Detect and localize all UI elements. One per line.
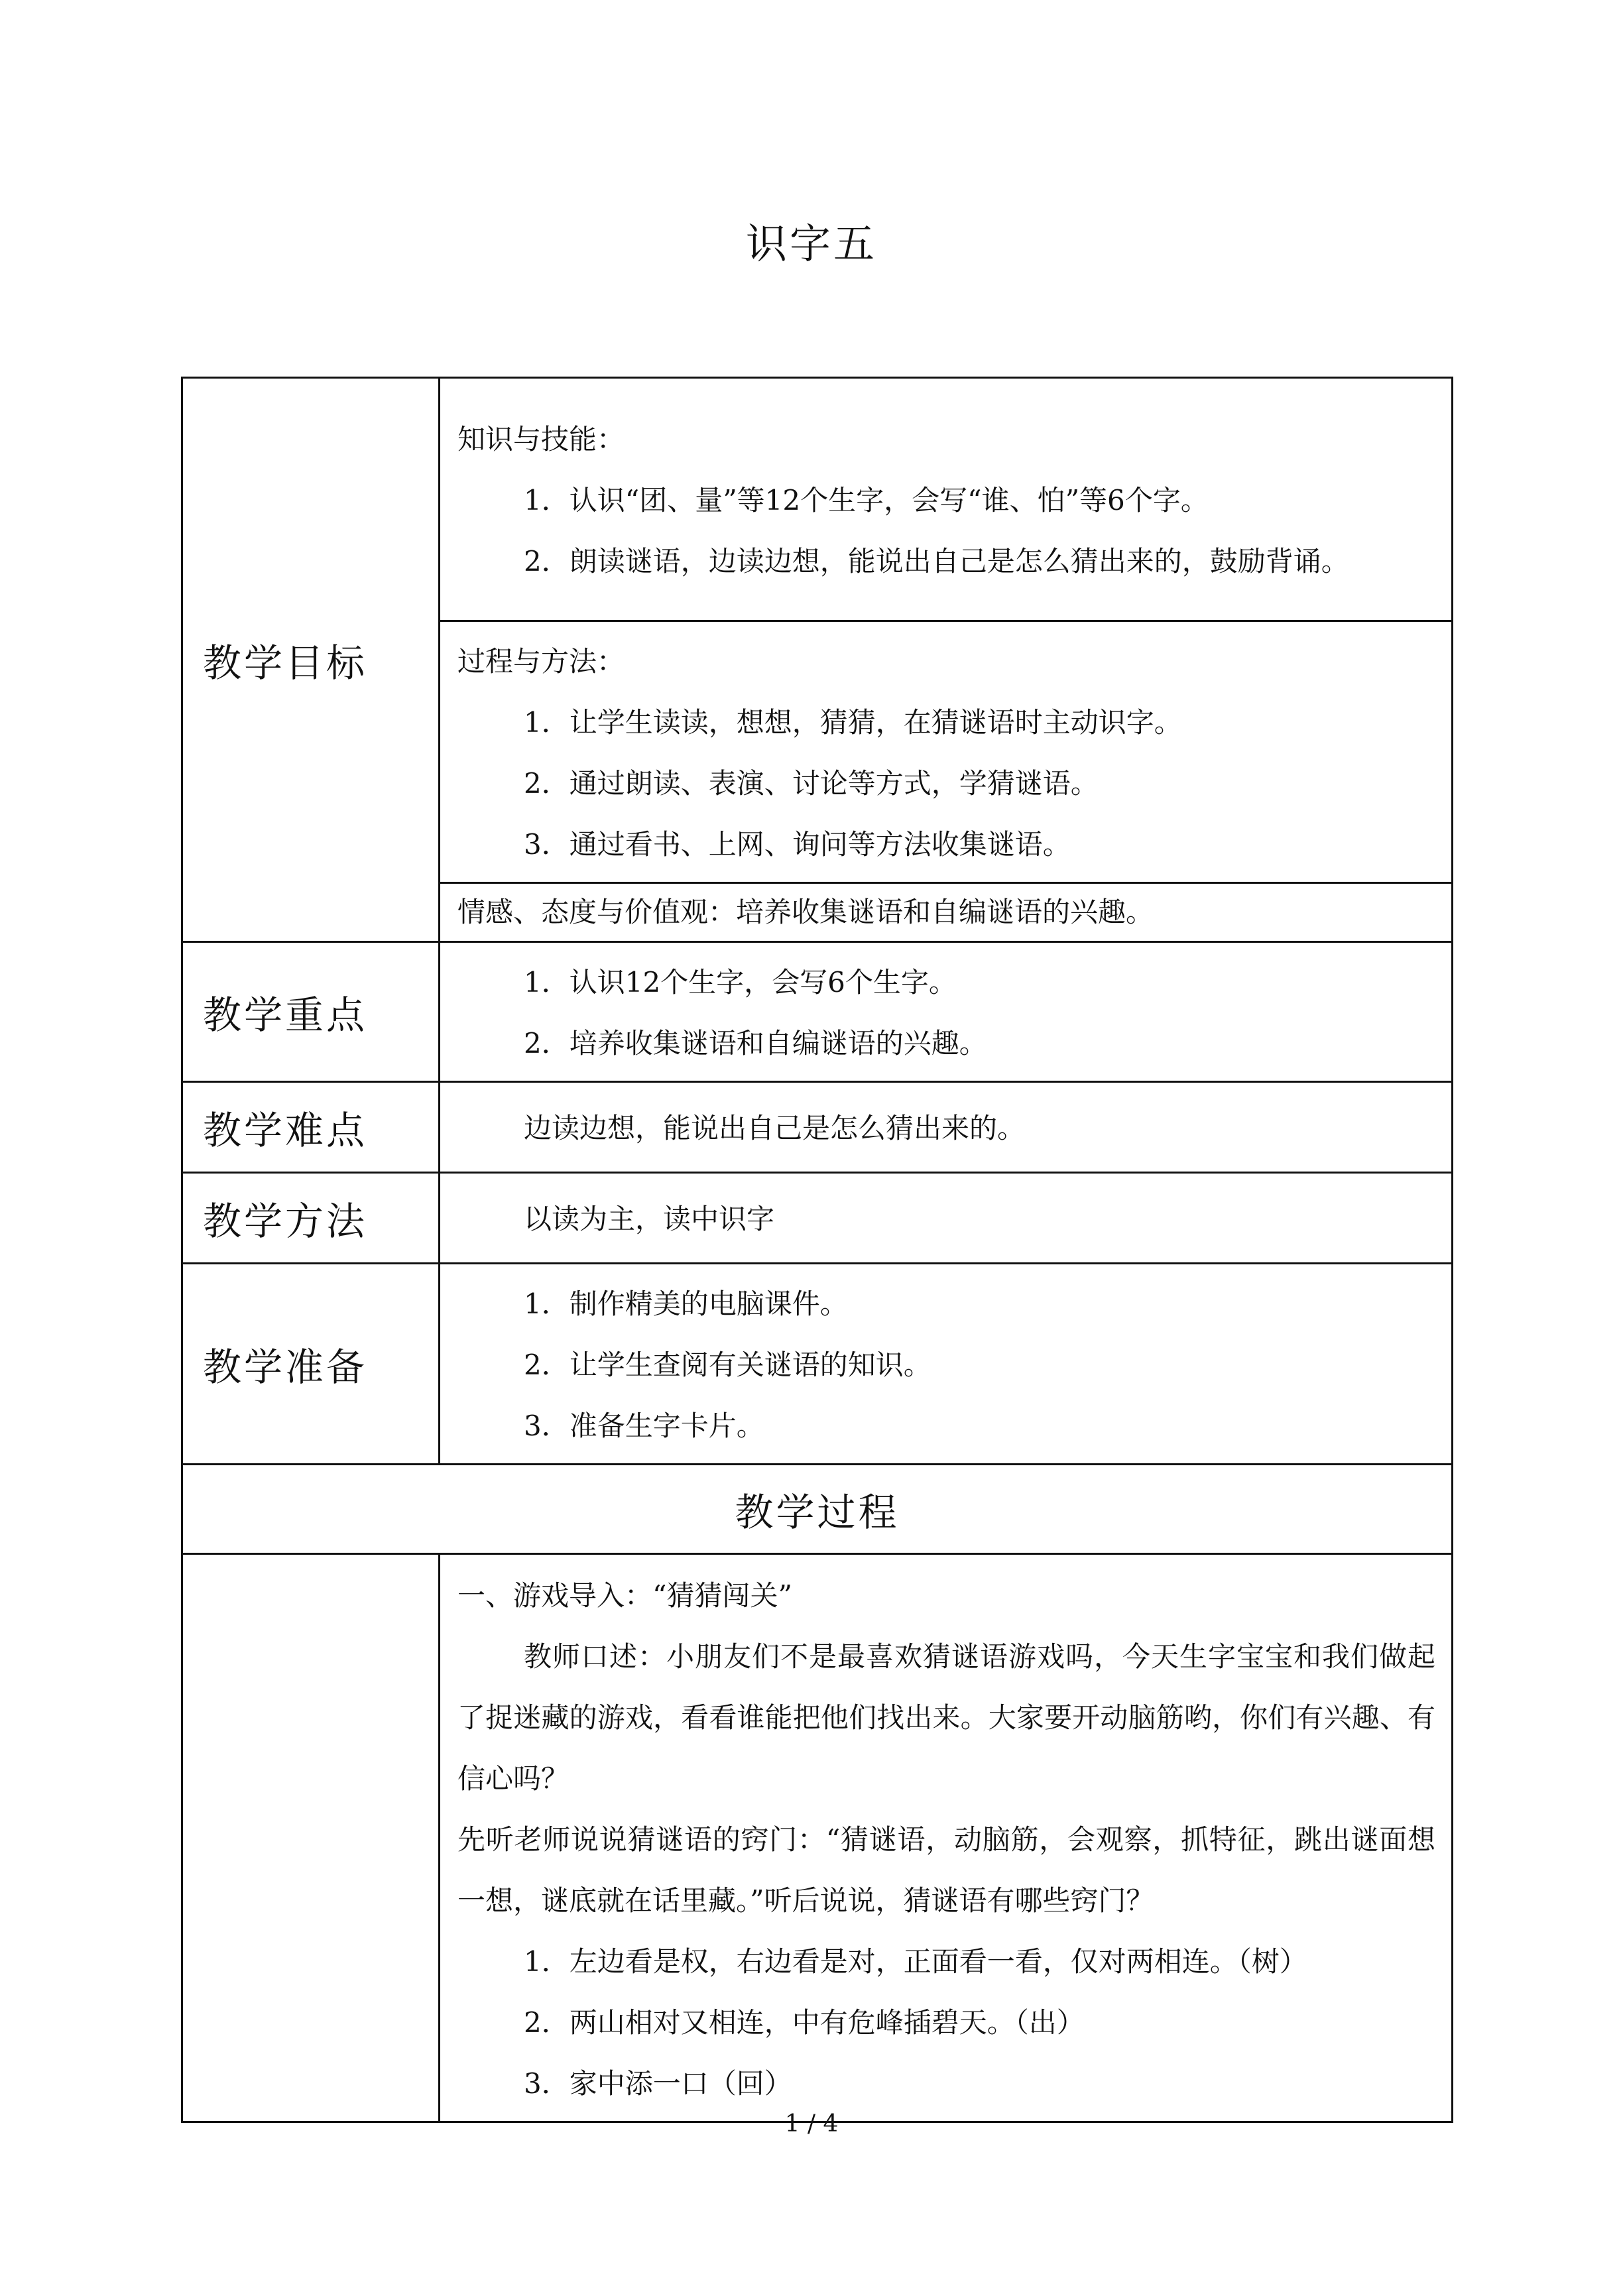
difficulties-cell: [440, 1082, 1453, 1173]
process-body-row: [182, 1554, 1453, 2122]
process-item-2: 2．通过朗读、表演、讨论等方式，学猜谜语。: [524, 767, 1099, 800]
difficulties-row: [182, 1082, 1453, 1173]
process-cell: [440, 621, 1453, 883]
key-point-1: 1．认识12个生字，会写6个生字。: [524, 966, 957, 998]
preparation-cell: [440, 1264, 1453, 1465]
methods-label: 教学方法: [182, 1173, 440, 1264]
process-item-3: 3．通过看书、上网、询问等方法收集谜语。: [524, 828, 1071, 861]
process-header-row: [182, 1465, 1453, 1554]
knowledge-cell: [440, 378, 1453, 621]
page-number: 1 / 4: [784, 2110, 839, 2138]
riddle-2: 2．两山相对又相连，中有危峰插碧天。（出）: [524, 2006, 1085, 2039]
process-header: 教学过程: [182, 1465, 1453, 1554]
emotion-text: 情感、态度与价值观：培养收集谜语和自编谜语的兴趣。: [457, 896, 1154, 928]
knowledge-item-2: 2．朗读谜语，边读边想，能说出自己是怎么猜出来的，鼓励背诵。: [524, 545, 1349, 577]
methods-text: 以读为主，读中识字: [524, 1203, 775, 1235]
process-heading: 过程与方法：: [457, 645, 625, 678]
key-point-2: 2．培养收集谜语和自编谜语的兴趣。: [524, 1027, 987, 1059]
objectives-row-knowledge: [182, 378, 1453, 621]
difficulties-label: 教学难点: [182, 1082, 440, 1173]
preparation-row: [182, 1264, 1453, 1465]
riddle-tips: 先听老师说说猜谜语的窍门：“猜谜语，动脑筋，会观察，抓特征，跳出谜面想一想，谜底就在话里藏。”听后说说，猜谜语有哪些窍门？: [457, 1823, 1435, 1917]
key-points-cell: [440, 942, 1453, 1082]
methods-cell: [440, 1173, 1453, 1264]
preparation-label: 教学准备: [182, 1264, 440, 1465]
process-body-cell: [440, 1554, 1453, 2122]
process-body-label-cell: [182, 1554, 440, 2122]
difficulties-text: 边读边想，能说出自己是怎么猜出来的。: [524, 1112, 1026, 1144]
knowledge-item-1: 1．认识“团、量”等12个生字，会写“谁、怕”等6个字。: [524, 484, 1209, 516]
key-points-label: 教学重点: [182, 942, 440, 1082]
section-title: 一、游戏导入：“猜猜闯关”: [457, 1579, 792, 1612]
knowledge-heading: 知识与技能：: [457, 423, 625, 455]
riddle-3: 3．家中添一口（回）: [524, 2067, 792, 2100]
preparation-item-3: 3．准备生字卡片。: [524, 1410, 764, 1442]
lesson-plan-table: [181, 377, 1453, 2123]
teacher-intro: 教师口述：小朋友们不是最喜欢猜谜语游戏吗，今天生字宝宝和我们做起了捉迷藏的游戏，看看谁能把他们找出来。大家要开动脑筋哟，你们有兴趣、有信心吗？: [457, 1640, 1435, 1795]
preparation-item-1: 1．制作精美的电脑课件。: [524, 1288, 848, 1320]
page-title: 识字五: [745, 219, 877, 268]
riddle-1: 1．左边看是权，右边看是对，正面看一看，仅对两相连。（树）: [524, 1945, 1307, 1978]
preparation-item-2: 2．让学生查阅有关谜语的知识。: [524, 1349, 932, 1381]
objectives-label: 教学目标: [182, 378, 440, 942]
emotion-cell: [440, 883, 1453, 942]
methods-row: [182, 1173, 1453, 1264]
key-points-row: [182, 942, 1453, 1082]
process-item-1: 1．让学生读读，想想，猜猜，在猜谜语时主动识字。: [524, 706, 1182, 739]
